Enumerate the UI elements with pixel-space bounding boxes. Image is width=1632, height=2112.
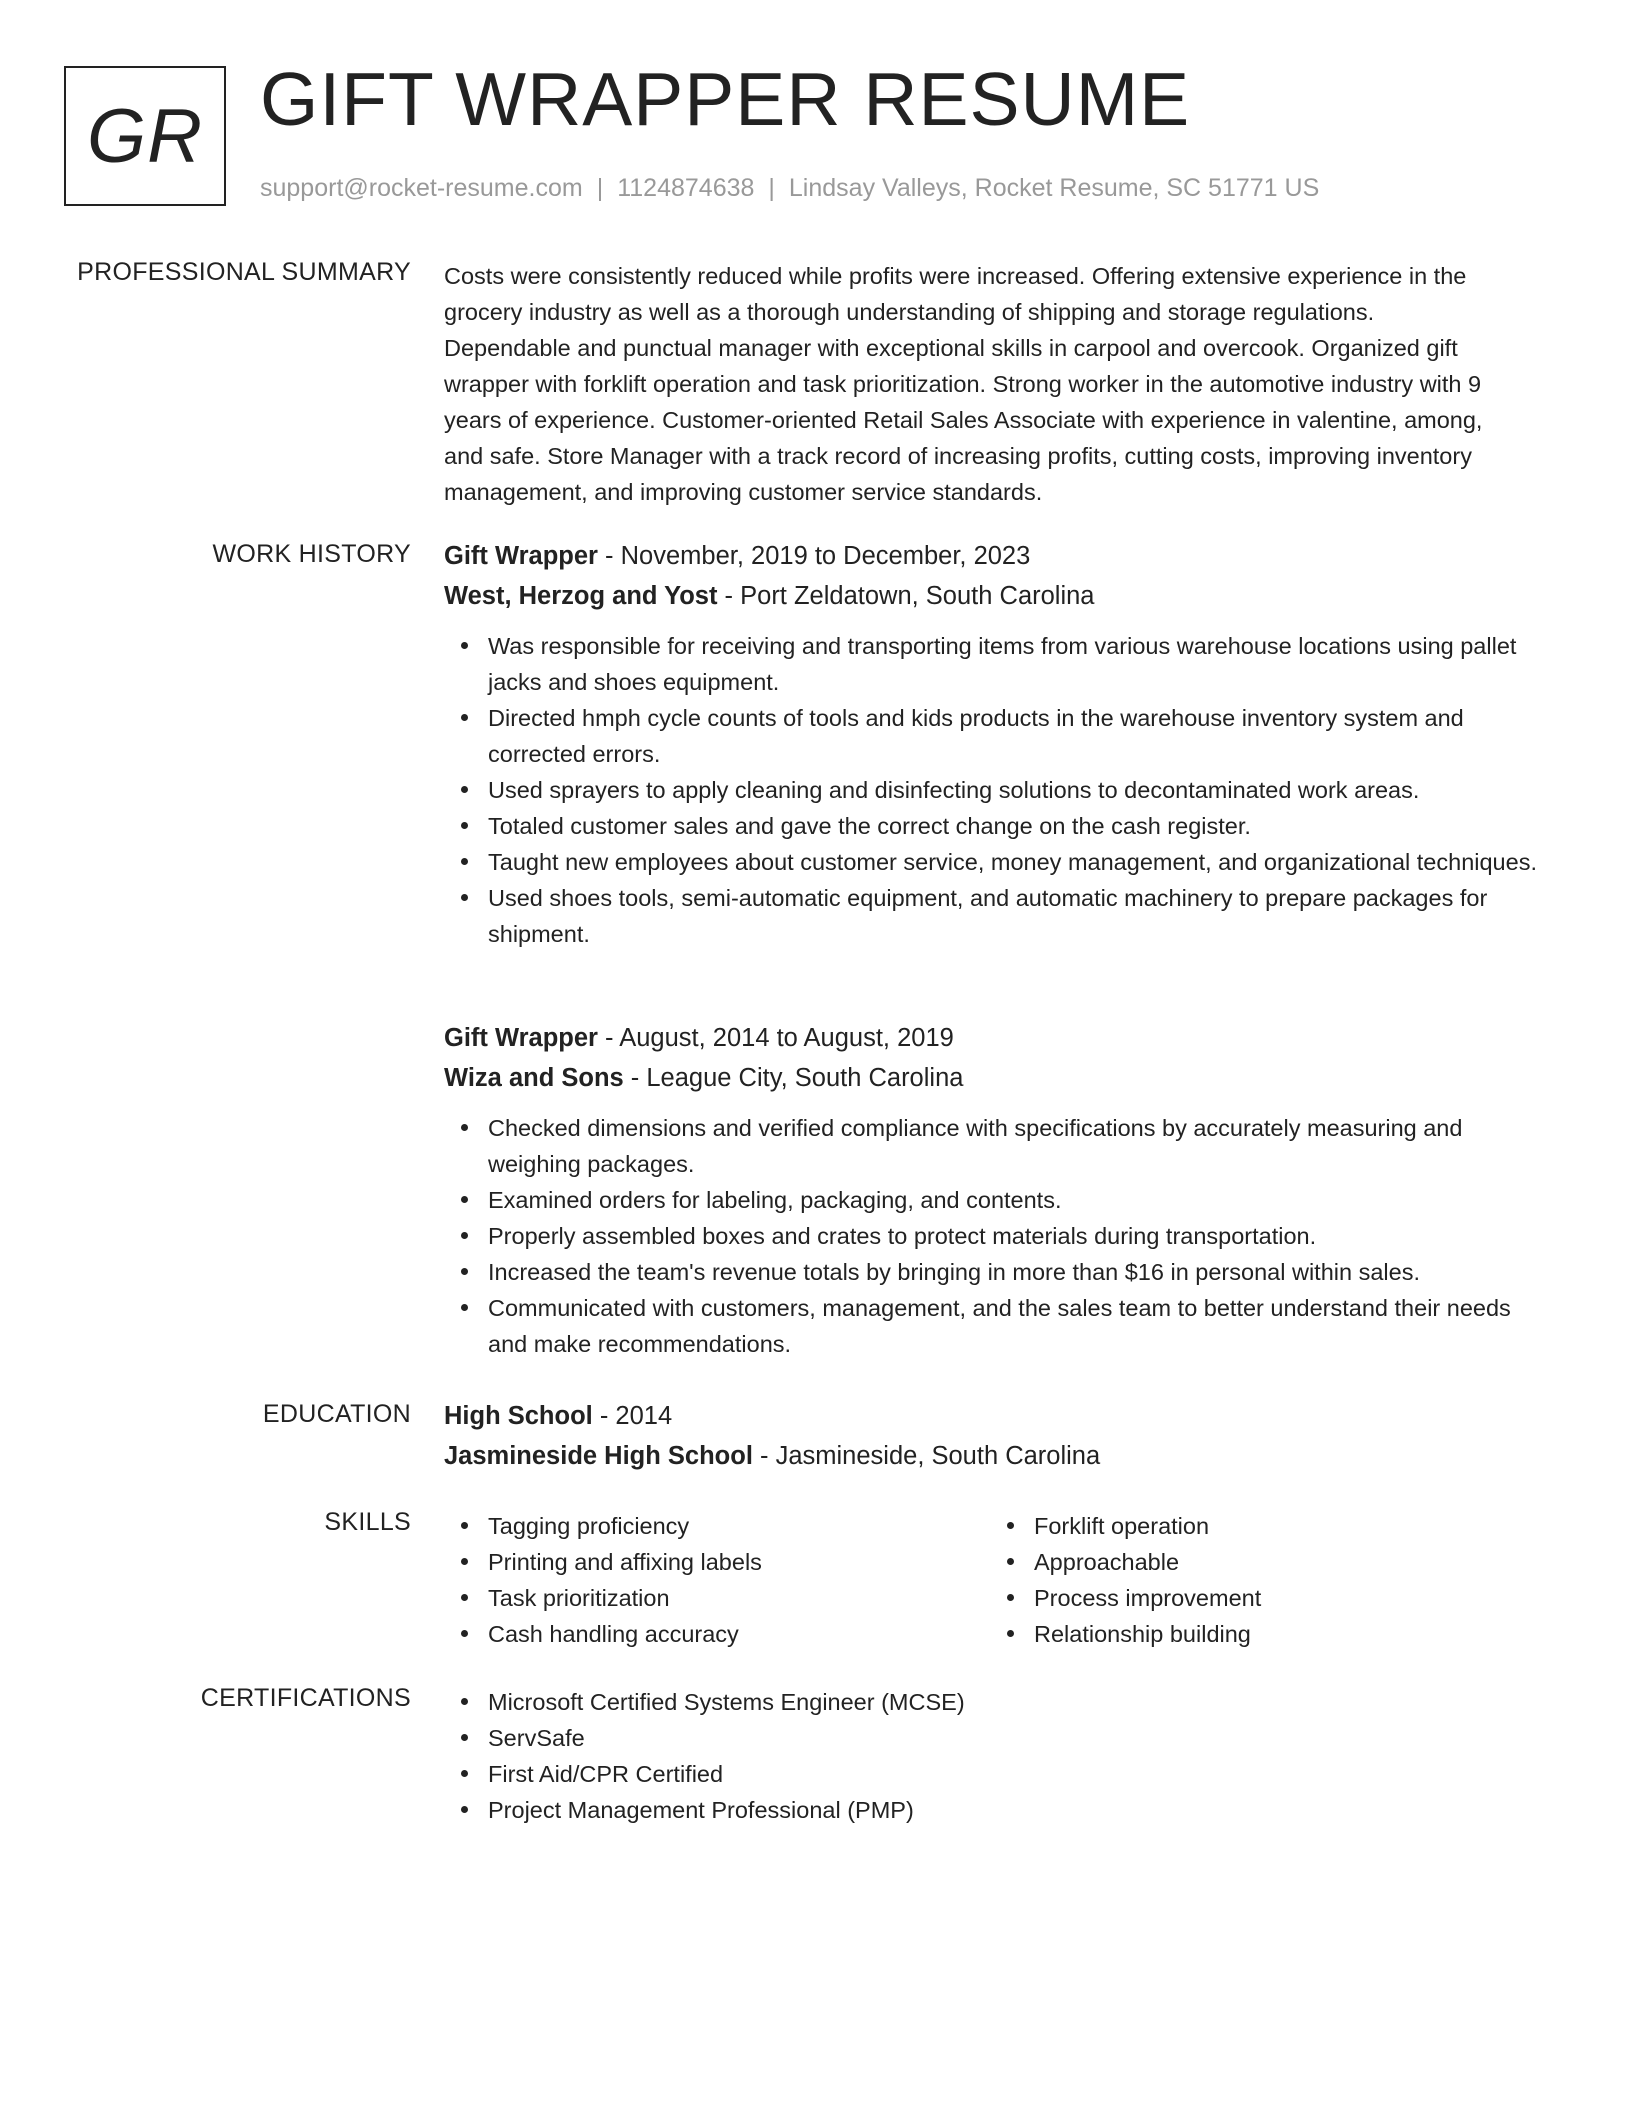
job-entry	[444, 536, 1554, 952]
list-item: Totaled customer sales and gave the correct change on the cash register.	[488, 808, 1554, 844]
job-entry	[444, 1018, 1554, 1362]
job-title: Gift Wrapper	[444, 542, 598, 570]
job-title-line	[444, 1018, 1554, 1058]
education-entry	[444, 1396, 1554, 1476]
summary-line: wrapper with forklift operation and task prioritization. Strong worker in the automotive industry with 9	[444, 371, 1482, 397]
list-item: Project Management Professional (PMP)	[488, 1792, 1554, 1828]
skills-list	[990, 1508, 1536, 1652]
job-company-line	[444, 1058, 1554, 1098]
list-item: Properly assembled boxes and crates to protect materials during transportation.	[488, 1218, 1554, 1254]
list-item: Relationship building	[1034, 1616, 1536, 1652]
skills-list	[444, 1508, 990, 1652]
skills-grid	[444, 1508, 1554, 1652]
list-item: ServSafe	[488, 1720, 1554, 1756]
job-company-line	[444, 576, 1554, 616]
certifications-body	[444, 1684, 1554, 1828]
list-item: Cash handling accuracy	[488, 1616, 990, 1652]
summary-line: and safe. Store Manager with a track record of increasing profits, cutting costs, improving inventory	[444, 443, 1472, 469]
contact-separator: |	[768, 174, 775, 202]
list-item: Tagging proficiency	[488, 1508, 990, 1544]
job-dates: - November, 2019 to December, 2023	[597, 542, 1031, 570]
job-location: - League City, South Carolina	[623, 1064, 964, 1092]
list-item: First Aid/CPR Certified	[488, 1756, 1554, 1792]
list-item: Directed hmph cycle counts of tools and kids products in the warehouse inventory system and corrected errors.	[488, 700, 1554, 772]
job-title-line	[444, 536, 1554, 576]
summary-line: years of experience. Customer-oriented Retail Sales Associate with experience in valentine, among,	[444, 407, 1483, 433]
section-heading: WORK HISTORY	[212, 540, 411, 568]
contact-line	[260, 174, 1319, 203]
job-title: Gift Wrapper	[444, 1024, 598, 1052]
list-item: Printing and affixing labels	[488, 1544, 990, 1580]
education-degree-line	[444, 1396, 1554, 1436]
monogram-box	[64, 66, 226, 206]
skills-column-left	[444, 1508, 990, 1652]
education-location: - Jasmineside, South Carolina	[752, 1442, 1101, 1470]
education-school: Jasmineside High School	[444, 1442, 753, 1470]
list-item: Used sprayers to apply cleaning and disinfecting solutions to decontaminated work areas.	[488, 772, 1554, 808]
education-school-line	[444, 1436, 1554, 1476]
education-degree: High School	[444, 1402, 593, 1430]
certifications-list	[444, 1684, 1554, 1828]
section-heading: PROFESSIONAL SUMMARY	[77, 258, 411, 286]
list-item: Microsoft Certified Systems Engineer (MCSE)	[488, 1684, 1554, 1720]
section-heading: CERTIFICATIONS	[200, 1684, 411, 1712]
list-item: Was responsible for receiving and transporting items from various warehouse locations using pallet jacks and shoes equipment.	[488, 628, 1554, 700]
list-item: Forklift operation	[1034, 1508, 1536, 1544]
education-year: - 2014	[592, 1402, 673, 1430]
list-item: Approachable	[1034, 1544, 1536, 1580]
summary-body	[444, 258, 1554, 510]
list-item: Process improvement	[1034, 1580, 1536, 1616]
job-duties-list	[444, 628, 1554, 952]
job-location: - Port Zeldatown, South Carolina	[717, 582, 1095, 610]
monogram-initials: GR	[87, 93, 203, 179]
list-item: Taught new employees about customer service, money management, and organizational techniques.	[488, 844, 1554, 880]
section-heading: SKILLS	[324, 1508, 411, 1536]
job-company: West, Herzog and Yost	[444, 582, 718, 610]
job-company: Wiza and Sons	[444, 1064, 624, 1092]
list-item: Increased the team's revenue totals by bringing in more than $16 in personal within sales.	[488, 1254, 1554, 1290]
list-item: Used shoes tools, semi-automatic equipment, and automatic machinery to prepare packages for shipment.	[488, 880, 1554, 952]
job-dates: - August, 2014 to August, 2019	[597, 1024, 954, 1052]
list-item: Examined orders for labeling, packaging, and contents.	[488, 1182, 1554, 1218]
summary-line: Costs were consistently reduced while profits were increased. Offering extensive experience in the	[444, 263, 1467, 289]
list-item: Checked dimensions and verified compliance with specifications by accurately measuring and weighing packages.	[488, 1110, 1554, 1182]
list-item: Task prioritization	[488, 1580, 990, 1616]
skills-column-right	[990, 1508, 1536, 1652]
summary-line: management, and improving customer service standards.	[444, 479, 1043, 505]
summary-line: Dependable and punctual manager with exceptional skills in carpool and overcook. Organized gift	[444, 335, 1458, 361]
job-duties-list	[444, 1110, 1554, 1362]
contact-address: Lindsay Valleys, Rocket Resume, SC 51771 US	[788, 174, 1320, 202]
contact-separator: |	[596, 174, 604, 202]
list-item: Communicated with customers, management, and the sales team to better understand their needs and make recommendations.	[488, 1290, 1554, 1362]
summary-text	[444, 258, 1554, 510]
section-heading: EDUCATION	[262, 1400, 411, 1428]
contact-email[interactable]: support@rocket-resume.com	[260, 174, 583, 202]
summary-line: grocery industry as well as a thorough understanding of shipping and storage regulations.	[444, 299, 1375, 325]
resume-title: GIFT WRAPPER RESUME	[260, 57, 1191, 141]
contact-phone[interactable]: 1124874638	[617, 174, 755, 202]
